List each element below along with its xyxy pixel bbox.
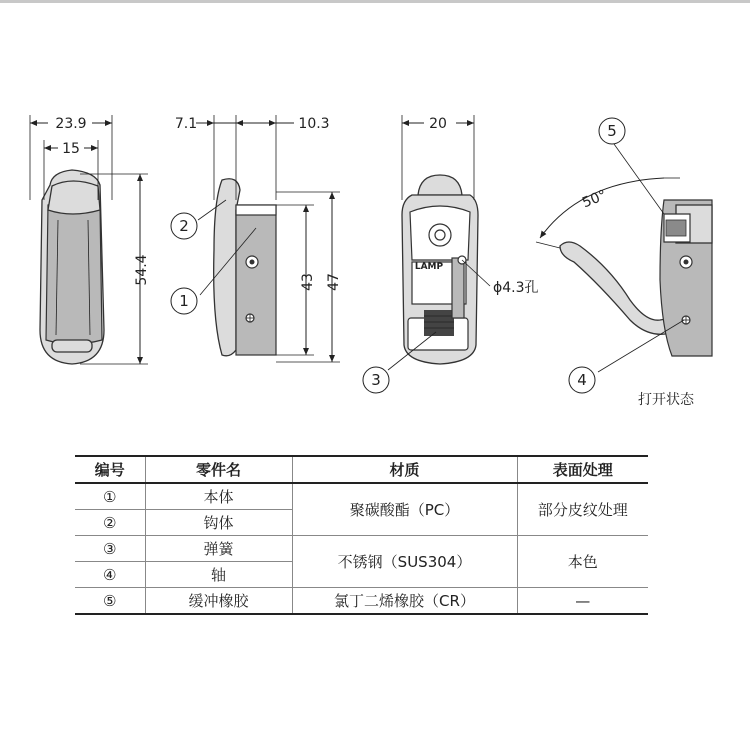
cell-finish: 部分皮纹处理 <box>517 483 648 536</box>
cell-number: ① <box>103 487 117 506</box>
table-header-row <box>75 456 648 483</box>
cell-material: 聚碳酸酯（PC） <box>292 483 517 536</box>
callout-4-label: 4 <box>577 371 587 389</box>
table-row <box>75 536 648 562</box>
open-state-caption: 打开状态 <box>638 392 694 408</box>
header-finish: 表面处理 <box>517 456 648 483</box>
dim-front-width-inner: 15 <box>62 141 80 157</box>
cell-part: 缓冲橡胶 <box>145 588 292 615</box>
dim-back-width: 20 <box>429 116 447 132</box>
cell-number: ③ <box>103 539 117 558</box>
header-part-name: 零件名 <box>145 456 292 483</box>
dim-front-height: 54.4 <box>134 254 150 286</box>
callout-3-label: 3 <box>371 371 381 389</box>
dim-side-h1: 43 <box>300 273 316 291</box>
hole-note: ϕ4.3孔 <box>493 280 539 296</box>
dim-side-h2: 47 <box>326 273 342 291</box>
dim-side-right: 10.3 <box>298 116 330 132</box>
cell-finish: 本色 <box>517 536 648 588</box>
table-row <box>75 588 648 615</box>
cell-material: 氯丁二烯橡胶（CR） <box>292 588 517 615</box>
cell-part: 钩体 <box>145 510 292 536</box>
cell-finish: — <box>517 588 648 615</box>
cell-number: ④ <box>103 565 117 584</box>
dim-side-left: 7.1 <box>174 116 198 132</box>
cell-material: 不锈钢（SUS304） <box>292 536 517 588</box>
callout-1-label: 1 <box>179 292 189 310</box>
cell-part: 轴 <box>145 562 292 588</box>
header-material: 材质 <box>292 456 517 483</box>
cell-part: 本体 <box>145 483 292 510</box>
cell-part: 弹簧 <box>145 536 292 562</box>
cell-number: ② <box>103 513 117 532</box>
side-view <box>196 115 340 362</box>
cell-number: ⑤ <box>103 591 117 610</box>
front-view <box>30 115 148 364</box>
back-view <box>388 115 490 370</box>
header-number: 编号 <box>94 461 125 479</box>
dim-front-width-outer: 23.9 <box>55 116 87 132</box>
open-angle: 50° <box>579 187 610 212</box>
callout-2-label: 2 <box>179 217 189 235</box>
table-row <box>75 483 648 510</box>
open-state-view <box>536 144 712 372</box>
spec-table <box>75 455 648 615</box>
back-logo: LAMP <box>414 262 444 272</box>
callout-5-label: 5 <box>607 122 617 140</box>
